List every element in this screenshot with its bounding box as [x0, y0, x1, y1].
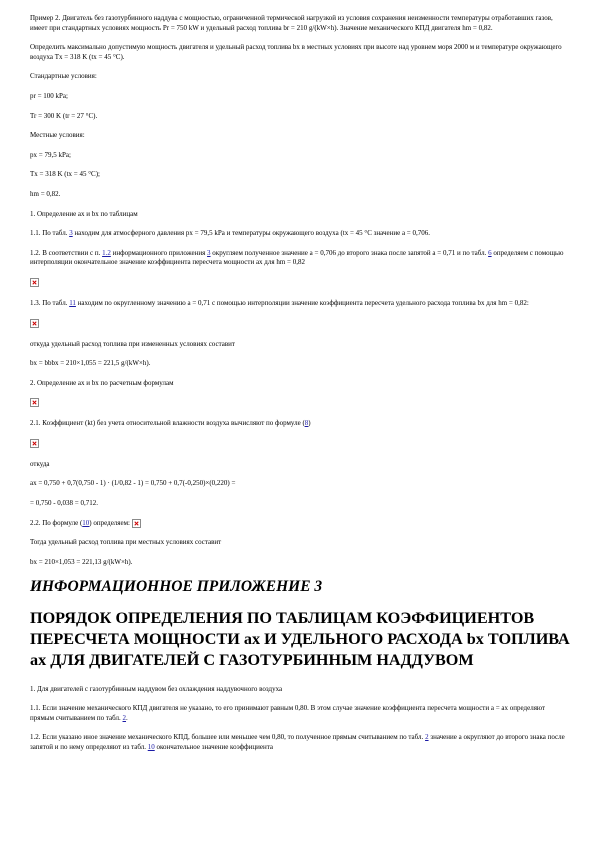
broken-image-icon — [30, 439, 39, 448]
broken-image-icon — [30, 278, 39, 287]
whence-line-1: откуда удельный расход топлива при измененных условиях составит — [30, 339, 235, 348]
whence-line-2: откуда — [30, 459, 50, 468]
appendix-3-link[interactable]: 3 — [207, 248, 211, 257]
table-2-link[interactable]: 2 — [122, 713, 127, 722]
standard-pressure: pr = 100 kPa; — [30, 91, 68, 100]
standard-conditions-label: Стандартные условия: — [30, 72, 97, 81]
ax-calculation-1: ax = 0,750 + 0,7(0,750 - 1) · (1/0,82 - 1) = 0,750 + 0,7(-0,250)×(0,220) = — [30, 479, 236, 488]
broken-image-icon — [132, 519, 141, 528]
local-temperature: Tx = 318 K (tx = 45 °C); — [30, 170, 100, 179]
main-heading: ПОРЯДОК ОПРЕДЕЛЕНИЯ ПО ТАБЛИЦАМ КОЭФФИЦИЕНТОВ ПЕРЕСЧЕТА МОЩНОСТИ ax И УДЕЛЬНОГО РАСХОДА bx ТОПЛИВА ax ДЛЯ ДВИГАТЕЛЕЙ С ГАЗОТУРБИННЫМ НАДДУВОМ — [30, 608, 570, 669]
step-2-1: 2.1. Коэффициент (kt) без учета относительной влажности воздуха вычисляют по формуле (8) — [30, 419, 311, 428]
formula-8-link[interactable]: 8 — [304, 419, 309, 428]
section-2-heading: 2. Определение ax и bx по расчетным формулам — [30, 378, 174, 387]
step-2-2: 2.2. По формуле (10) определяем: — [30, 519, 570, 529]
task-statement: Определить максимально допустимую мощность двигателя и удельный расход топлива bx в местных условиях при высоте над уровнем моря 2000 м и температуре окружающего воздуха Tx = 318 K (tx = 45 °C). — [30, 43, 562, 61]
example-intro: Пример 2. Двигатель без газотурбинного наддува с мощностью, ограниченной термической нагрузкой из условия сохранения неизменности температуры отработавших газов, имеет при стандартных условиях мощность Pr = 750 kW и удельный расход топлива br = 210 g/(kW×h). Значение механического КПД двигателя hm = 0,82. — [30, 14, 553, 32]
ax-calculation-2: = 0,750 - 0,038 = 0,712. — [30, 499, 98, 508]
clause-1-2-link[interactable]: 1.2 — [102, 248, 111, 257]
table-2-link[interactable]: 2 — [425, 733, 429, 742]
bx-calculation-2: bx = 210×1,053 = 221,13 g/(kW×h). — [30, 557, 133, 566]
step-1-2: 1.2. В соответствии с п. 1.2 информационного приложения 3 округляем полученное значение a = 0,706 до второго знака после запятой a = 0,71 и по табл. 6 определяем с помощью интерполяции окончательное значение коэффициента пересчета мощности ax для hm = 0,82 — [30, 248, 564, 267]
mechanical-efficiency: hm = 0,82. — [30, 189, 61, 198]
table-11-link[interactable]: 11 — [69, 298, 76, 307]
formula-image-row — [30, 278, 570, 289]
step-1-1: 1.1. По табл. 3 находим для атмосферного давления px = 79,5 kPa и температуры окружающего воздуха (tx = 45 °C значение a = 0,706. — [30, 229, 430, 238]
appendix-item-1-2: 1.2. Если указано иное значение механического КПД, большее или меньшее чем 0,80, то полученное прямым считыванием по табл. 2 значение a округляют до второго знака после запятой и по нему определяют из табл. 10 окончательное значение коэффициента — [30, 733, 565, 751]
table-3-link[interactable]: 3 — [69, 229, 73, 238]
appendix-item-1-1: 1.1. Если значение механического КПД двигателя не указано, то его принимают равным 0,80. В этом случае значение коэффициента пересчета мощности a = ax определяют прямым считыванием по табл. 2. — [30, 704, 546, 722]
table-6-link[interactable]: 6 — [488, 248, 492, 257]
broken-image-icon — [30, 319, 39, 328]
formula-image-row — [30, 398, 570, 409]
formula-image-row — [30, 319, 570, 330]
document-page — [30, 14, 570, 763]
formula-image-row — [30, 439, 570, 450]
standard-temperature: Tr = 300 K (tr = 27 °C). — [30, 111, 98, 120]
table-10-link[interactable]: 10 — [147, 742, 155, 751]
appendix-heading: ИНФОРМАЦИОННОЕ ПРИЛОЖЕНИЕ 3 — [30, 577, 323, 595]
bx-calculation-1: bx = bbbx = 210×1,055 = 221,5 g/(kW×h). — [30, 359, 151, 368]
broken-image-icon — [30, 398, 39, 407]
formula-10-link[interactable]: 10 — [82, 518, 90, 527]
then-line: Тогда удельный расход топлива при местных условиях составит — [30, 538, 222, 547]
step-1-3: 1.3. По табл. 11 находим по округленному значению a = 0,71 с помощью интерполяции значение коэффициента пересчета удельного расхода топлива bx для hm = 0,82: — [30, 298, 529, 307]
section-1-heading: 1. Определение ax и bx по таблицам — [30, 209, 138, 218]
local-conditions-label: Местные условия: — [30, 131, 85, 140]
local-pressure: px = 79,5 kPa; — [30, 150, 71, 159]
appendix-item-1: 1. Для двигателей с газотурбинным наддувом без охлаждения наддувочного воздуха — [30, 684, 283, 693]
